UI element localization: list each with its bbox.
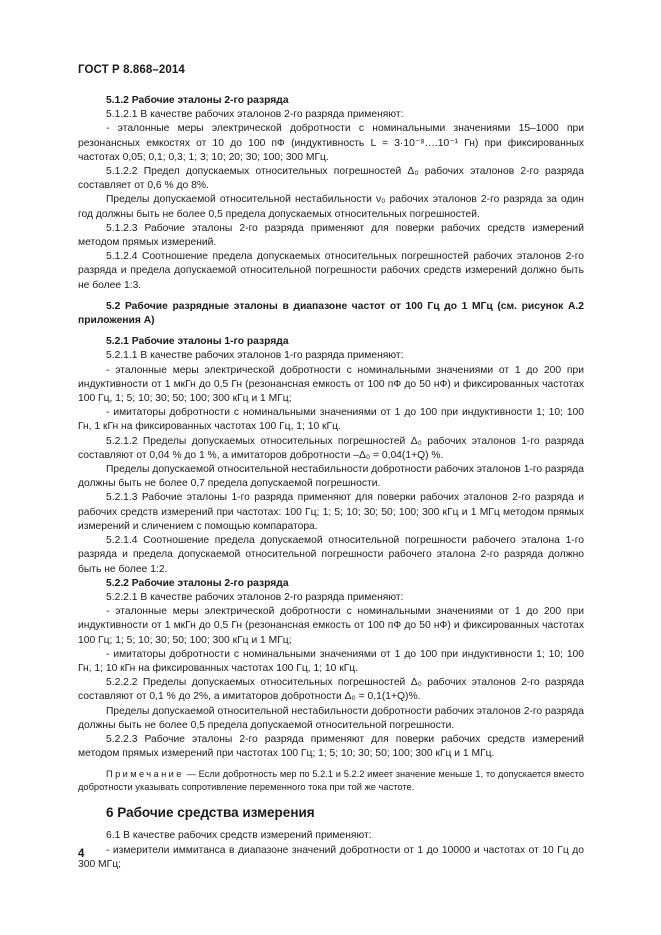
- subsection-heading: 5.2.2 Рабочие эталоны 2-го разряда: [106, 577, 289, 589]
- spacer: [78, 293, 584, 300]
- paragraph: Пределы допускаемой относительной нестабильности добротности рабочих эталонов 2-го разряда должны быть не более 0,5 предела допускаемой относительной погрешности.: [78, 705, 584, 731]
- paragraph: 5.2.2.3 Рабочие эталоны 2-го разряда применяют для поверки рабочих средств измерений методом прямых измерений при частотах 100 Гц; 1; 5; 10; 30; 50; 100; 300 кГц и 1 МГц.: [78, 733, 584, 760]
- paragraph: 6.1 В качестве рабочих средств измерений применяют:: [106, 830, 372, 842]
- document-body: [78, 94, 584, 872]
- paragraph: - эталонные меры электрической добротности с номинальными значениями 15–1000 при резонансных емкостях от 10 до 100 пФ (индуктивность L = 3·10⁻⁸….10⁻¹ Гн) при фиксированных частотах 0,05; 0,1; 0,3; 1; 3; 10; 20; 30; 100; 300 МГц.: [78, 123, 584, 163]
- spacer: [78, 822, 584, 829]
- subsection-heading: 5.2 Рабочие разрядные эталоны в диапазоне частот от 100 Гц до 1 МГц (см. рисунок А.2 приложения А): [78, 300, 584, 327]
- paragraph: 5.2.1.3 Рабочие эталоны 1-го разряда применяют для поверки рабочих эталонов 2-го разряда и рабочих средств измерений при частотах: 100 Гц; 1; 5; 10; 30; 50; 100; 300 кГц и 1 МГц методом прямых измерений и сличением с помощью компаратора.: [78, 492, 584, 532]
- note-text: — Если добротность мер по 5.2.1 и 5.2.2 имеет значение меньше 1, то допускается вместо добротности указывать сопротивление переменного тока при той же частоте.: [78, 769, 584, 793]
- spacer: [78, 761, 584, 768]
- subsection-heading: 5.2.1 Рабочие эталоны 1-го разряда: [106, 336, 289, 348]
- paragraph: 5.1.2.2 Предел допускаемых относительных погрешностей Δ₀ рабочих эталонов 2-го разряда составляет от 0,6 % до 8%.: [78, 166, 584, 192]
- paragraph: 5.2.2.2 Пределы допускаемых относительных погрешностей Δ₀ рабочих эталонов 2-го разряда составляют от 0,1 % до 2%, а имитаторов добротности Δ₀ = 0,1(1+Q)%.: [78, 677, 584, 703]
- section-heading: 6 Рабочие средства измерения: [106, 805, 315, 821]
- paragraph: 5.2.2.1 В качестве рабочих эталонов 2-го разряда применяют:: [106, 591, 404, 603]
- subsection-heading: 5.1.2 Рабочие эталоны 2-го разряда: [106, 95, 289, 106]
- paragraph: - измерители иммитанса в диапазоне значений добротности от 1 до 10000 и частотах от 10 Гц до 300 МГц;: [78, 844, 584, 870]
- paragraph: 5.1.2.1 В качестве рабочих эталонов 2-го разряда применяют:: [106, 109, 404, 121]
- paragraph: 5.2.1.2 Пределы допускаемых относительных погрешностей Δ₀ рабочих эталонов 1-го разряда составляют от 0,04 % до 1 %, а имитаторов добротности –Δ₀ = 0,04(1+Q) %.: [78, 435, 584, 461]
- paragraph-list: [78, 94, 584, 768]
- paragraph: - эталонные меры электрической добротности с номинальными значениями от 1 до 200 при индуктивности от 1 мкГн до 0,5 Гн (резонансная емкость от 100 пФ до 50 нФ) и фиксированных частотах 100 Гц; 1; 5; 10; 30; 50; 100; 300 кГц и 1 МГц;: [78, 606, 584, 646]
- paragraph: 5.1.2.4 Соотношение предела допускаемых относительных погрешностей рабочих эталонов 2-го разряда и предела допускаемой относительной погрешности рабочих средств измерений должно быть не более 1:3.: [78, 251, 584, 291]
- paragraph: - имитаторы добротности с номинальными значениями от 1 до 100 при индуктивности 1; 10; 100 Гн, 1 кГн на фиксированных частотах 100 Гц, 1; 10 кГц.: [78, 407, 584, 433]
- note-paragraph: [78, 768, 584, 794]
- paragraph: - эталонные меры электрической добротности с номинальными значениями от 1 до 200 при индуктивности от 1 мкГн до 0,5 Гн (резонансная емкость от 100 пФ до 50 нФ) и фиксированных частотах 100 Гц, 1; 5; 10; 30; 50; 100; 300 кГц и 1 МГц;: [78, 364, 584, 405]
- page-number: 4: [78, 848, 85, 860]
- note-label: Примечание: [106, 769, 184, 780]
- spacer: [78, 328, 584, 335]
- paragraph: 5.1.2.3 Рабочие эталоны 2-го разряда применяют для поверки рабочих средств измерений методом прямых измерений.: [78, 222, 584, 249]
- paragraph: Пределы допускаемой относительной нестабильности ν₀ рабочих эталонов 2-го разряда за один год должны быть не более 0,5 предела допускаемых относительных погрешностей.: [78, 194, 584, 220]
- paragraph: 5.2.1.4 Соотношение предела допускаемой относительной погрешности рабочего эталона 1-го разряда и предела допускаемой относительной погрешности рабочего эталона 2-го разряда должно быть не более 1:2.: [78, 535, 584, 575]
- paragraph: 5.2.1.1 В качестве рабочих эталонов 1-го разряда применяют:: [106, 350, 404, 362]
- paragraph: - имитаторы добротности с номинальными значениями от 1 до 100 при индуктивности 1; 10; 100 Гн, 1; 10 кГн на фиксированных частотах 100 Гц, 1; 10 кГц.: [78, 648, 584, 674]
- paragraph: Пределы допускаемой относительной нестабильности добротности рабочих эталонов 1-го разряда должны быть не более 0,7 предела допускаемой погрешности.: [78, 464, 584, 490]
- document-header: ГОСТ Р 8.868–2014: [78, 64, 185, 76]
- spacer: [78, 794, 584, 804]
